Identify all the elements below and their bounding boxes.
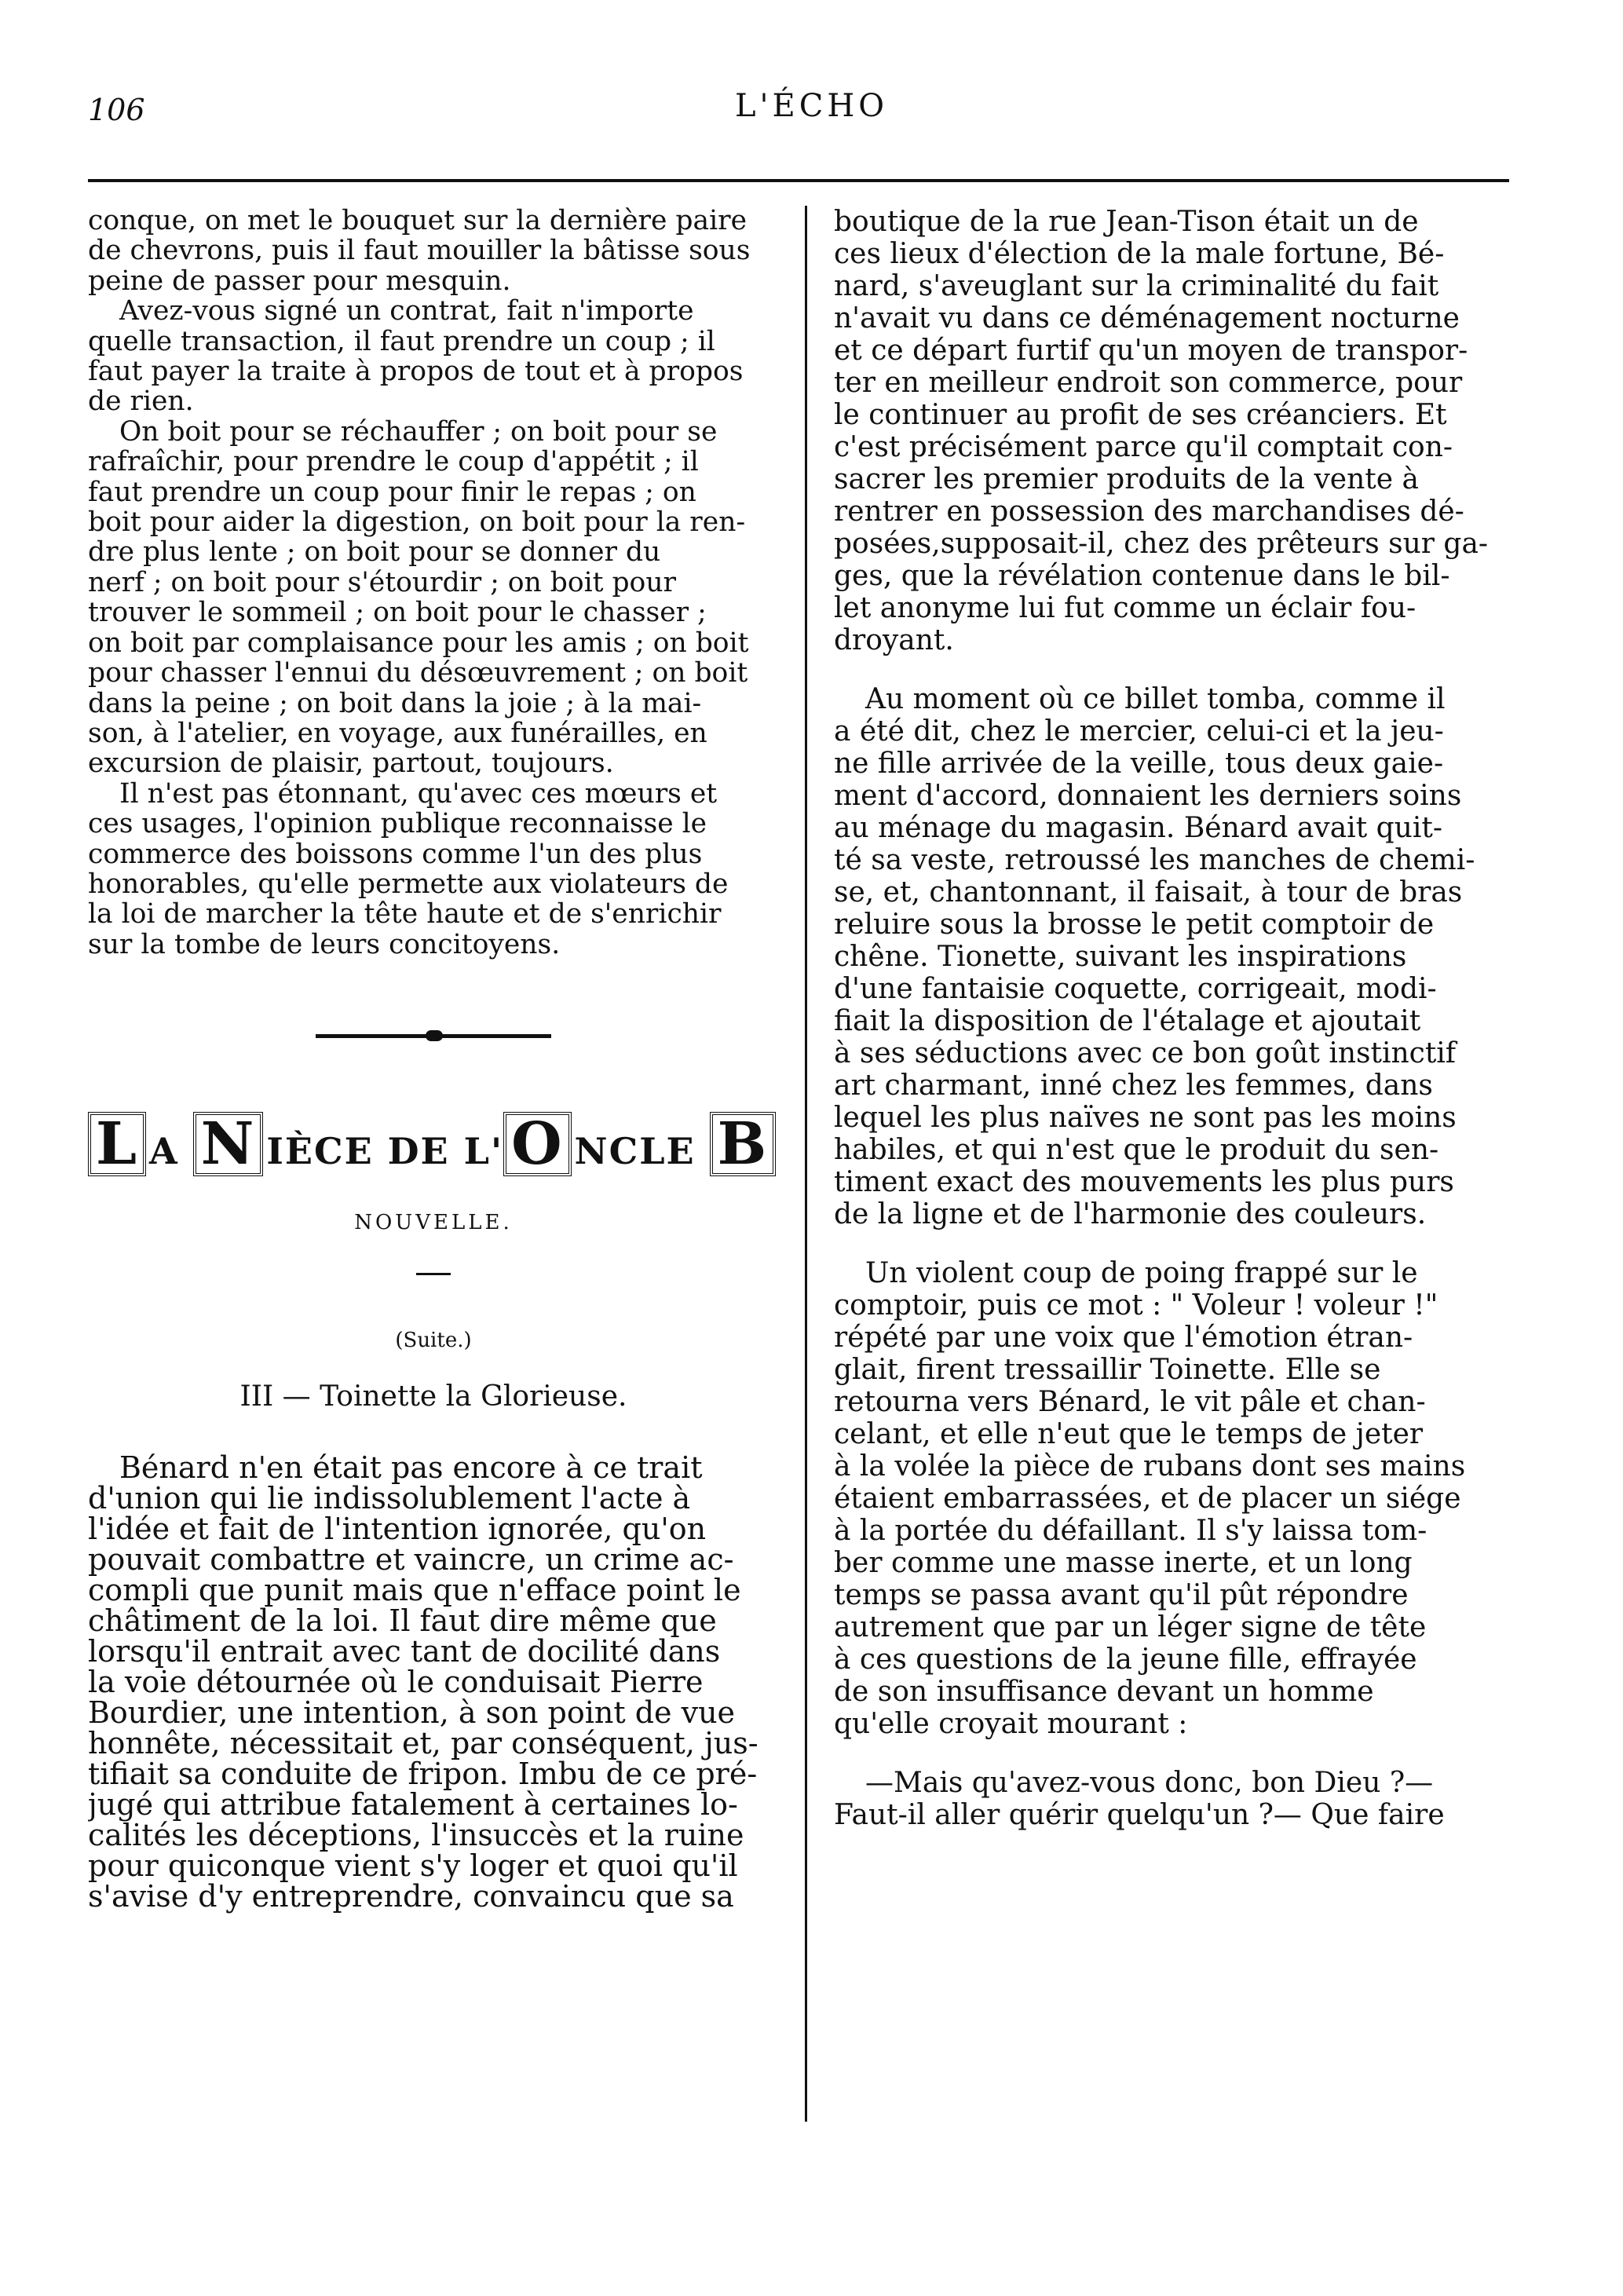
decorative-initial: O [503,1112,571,1176]
running-title: L'ÉCHO [734,88,889,124]
text-line: rentrer en possession des marchandises dé- [834,495,1464,528]
genre-label: NOUVELLE. [354,1211,513,1235]
text-line: lequel les plus naïves ne sont pas les moins [834,1102,1457,1134]
text-line: honorables, qu'elle permette aux violateurs de [88,868,729,900]
text-line: la loi de marcher la tête haute et de s'enrichir [88,898,722,930]
text-line: boutique de la rue Jean-Tison était un de [834,206,1419,238]
text-line: chêne. Tionette, suivant les inspirations [834,941,1407,973]
text-line: ges, que la révélation contenue dans le bil- [834,560,1450,592]
text-line: tifiait sa conduite de fripon. Imbu de ce pré- [88,1757,758,1792]
text-line: retourna vers Bénard, le vit pâle et chan- [834,1386,1426,1418]
text-line: dre plus lente ; on boit pour se donner du [88,536,661,569]
text-line: art charmant, inné chez les femmes, dans [834,1069,1433,1102]
text-line: ces usages, l'opinion publique reconnaisse le [88,808,707,840]
text-line: pour quiconque vient s'y loger et quoi qu'il [88,1848,738,1884]
story-title: L A N IÈCE DE L' O NCLE B [88,1112,779,1176]
ornamental-divider [316,1030,551,1041]
text-line: ter en meilleur endroit son commerce, pour [834,367,1463,399]
text-line: ber comme une masse inerte, et un long [834,1547,1413,1579]
text-line: rafraîchir, pour prendre le coup d'appétit ; il [88,446,699,478]
text-line: au ménage du magasin. Bénard avait quit- [834,812,1442,844]
text-line: comptoir, puis ce mot : " Voleur ! voleur !" [834,1289,1438,1322]
text-line: s'avise d'y entreprendre, convaincu que sa [88,1879,734,1914]
continued-label: (Suite.) [395,1328,472,1352]
text-line: sur la tombe de leurs concitoyens. [88,928,561,960]
text-line: de rien. [88,386,194,418]
text-line: nard, s'aveuglant sur la criminalité du fait [834,270,1439,302]
text-line: ment d'accord, donnaient les derniers soins [834,780,1462,812]
text-line: on boit par complaisance pour les amis ; on boit [88,627,749,659]
text-line: à la portée du défaillant. Il s'y laissa tom- [834,1515,1427,1547]
text-line: Il n'est pas étonnant, qu'avec ces mœurs et [119,777,718,810]
text-line: Au moment où ce billet tomba, comme il [865,683,1446,715]
text-line: de chevrons, puis il faut mouiller la bâtisse sous [88,235,751,267]
text-line: l'idée et fait de l'intention ignorée, qu'on [88,1512,707,1547]
text-line: Faut-il aller quérir quelqu'un ?— Que faire [834,1799,1445,1831]
text-line: calités les déceptions, l'insuccès et la ruine [88,1818,744,1853]
text-line: quelle transaction, il faut prendre un coup ; il [88,325,715,357]
text-line: a été dit, chez le mercier, celui-ci et la jeu- [834,715,1444,748]
text-line: faut payer la traite à propos de tout et à propos [88,356,744,388]
text-line: la voie détournée où le conduisait Pierre [88,1665,704,1700]
text-line: nerf ; on boit pour s'étourdir ; on boit pour [88,566,677,598]
text-line: d'une fantaisie coquette, corrigeait, modi- [834,973,1437,1005]
right-column [834,206,1509,2122]
text-line: habiles, et qui n'est que le produit du sen- [834,1134,1439,1166]
text-line: de la ligne et de l'harmonie des couleurs. [834,1198,1427,1230]
text-line: conque, on met le bouquet sur la dernière paire [88,206,748,236]
text-line: glait, firent tressaillir Toinette. Elle se [834,1354,1381,1386]
text-line: compli que punit mais que n'efface point le [88,1573,741,1608]
text-line: té sa veste, retroussé les manches de chemi- [834,844,1475,876]
text-line: étaient embarrassées, et de placer un siége [834,1483,1461,1515]
text-line: à la volée la pièce de rubans dont ses mains [834,1450,1466,1483]
paragraph [834,1767,1509,1831]
text-line: châtiment de la loi. Il faut dire même que [88,1603,717,1639]
text-line: Avez-vous signé un contrat, fait n'importe [119,295,694,327]
text-line: ces lieux d'élection de la male fortune, Bé- [834,238,1445,270]
text-line: et ce départ furtif qu'un moyen de transpor- [834,335,1468,367]
page-number: 106 [88,93,145,127]
left-column [88,206,779,2122]
paragraph [88,296,779,417]
paragraph [834,1257,1509,1740]
text-line: d'union qui lie indissolublement l'acte à [88,1481,691,1516]
text-line: sacrer les premier produits de la vente à [834,463,1419,495]
text-line: de son insuffisance devant un homme [834,1676,1374,1708]
text-line: excursion de plaisir, partout, toujours. [88,748,614,780]
text-line: faut prendre un coup pour finir le repas ; on [88,476,696,508]
text-line: autrement que par un léger signe de tête [834,1611,1427,1643]
text-line: son, à l'atelier, en voyage, aux funérailles, en [88,717,707,749]
paragraph [834,683,1509,1230]
text-line: timent exact des mouvements les plus purs [834,1166,1454,1198]
text-line: jugé qui attribue fatalement à certaines lo- [88,1787,738,1823]
text-line: temps se passa avant qu'il pût répondre [834,1579,1409,1611]
text-line: pour chasser l'ennui du désœuvrement ; on boit [88,657,748,689]
text-line: fiait la disposition de l'étalage et ajoutait [834,1005,1421,1037]
text-line: reluire sous la brosse le petit comptoir de [834,909,1435,941]
text-line: Bourdier, une intention, à son point de vue [88,1695,736,1731]
text-line: celant, et elle n'eut que le temps de jeter [834,1418,1424,1450]
text-line: On boit pour se réchauffer ; on boit pour se [119,415,718,448]
text-line: répété par une voix que l'émotion étran- [834,1322,1413,1354]
text-line: pouvait combattre et vaincre, un crime ac- [88,1542,734,1578]
text-line: c'est précisément parce qu'il comptait con- [834,431,1453,463]
text-line: honnête, nécessitait et, par conséquent, jus- [88,1726,758,1761]
text-line: droyant. [834,624,954,656]
text-line: let anonyme lui fut comme un éclair fou- [834,592,1416,624]
chapter-heading: III — Toinette la Glorieuse. [239,1380,627,1413]
text-line: le continuer au profit de ses créanciers. Et [834,399,1447,431]
paragraph [834,206,1509,656]
decorative-initial: N [193,1112,264,1176]
decorative-initial: L [88,1112,146,1176]
text-line: —Mais qu'avez-vous donc, bon Dieu ?— [865,1767,1434,1799]
column-divider [805,206,807,2122]
header-rule [88,179,1509,182]
text-line: n'avait vu dans ce déménagement nocturne [834,302,1460,335]
text-line: se, et, chantonnant, il faisait, à tour de bras [834,876,1463,909]
paragraph [88,206,779,296]
paragraph [88,417,779,779]
text-line: boit pour aider la digestion, on boit pour la ren- [88,506,746,539]
text-line: à ses séductions avec ce bon goût instinctif [834,1037,1457,1069]
text-line: peine de passer pour mesquin. [88,265,511,297]
decorative-initial: B [710,1112,777,1176]
text-line: à ces questions de la jeune fille, effrayée [834,1643,1417,1676]
text-line: Un violent coup de poing frappé sur le [865,1257,1418,1289]
text-line: ne fille arrivée de la veille, tous deux gaie- [834,748,1444,780]
text-line: lorsqu'il entrait avec tant de docilité dans [88,1634,721,1669]
text-line: commerce des boissons comme l'un des plus [88,838,703,870]
text-line: dans la peine ; on boit dans la joie ; à la mai- [88,687,702,719]
text-line: qu'elle croyait mourant : [834,1708,1188,1740]
paragraph [88,779,779,960]
paragraph [88,1450,779,1914]
text-line: posées,supposait-il, chez des prêteurs sur ga- [834,528,1489,560]
text-line: Bénard n'en était pas encore à ce trait [119,1450,703,1486]
short-rule [416,1273,451,1275]
text-line: trouver le sommeil ; on boit pour le chasser ; [88,597,707,629]
